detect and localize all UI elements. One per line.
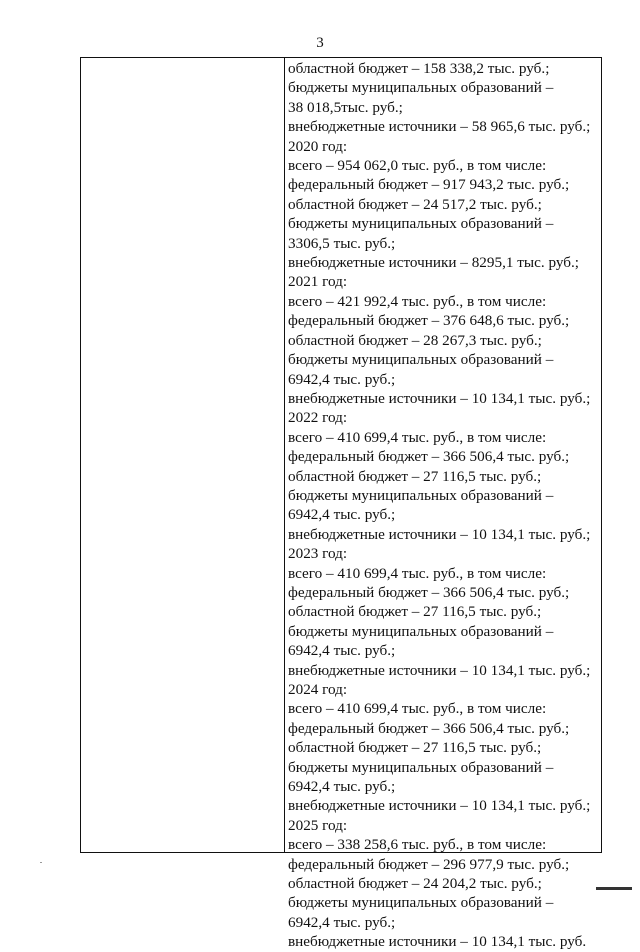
funding-line: внебюджетные источники – 58 965,6 тыс. руб.;: [288, 118, 591, 136]
funding-line: всего – 410 699,4 тыс. руб., в том числе:: [288, 700, 547, 718]
funding-line: всего – 421 992,4 тыс. руб., в том числе:: [288, 292, 547, 310]
funding-line: 2024 год:: [288, 681, 348, 698]
funding-line: 2020 год:: [288, 137, 348, 155]
scan-mark: [40, 862, 42, 863]
funding-line: федеральный бюджет – 366 506,4 тыс. руб.;: [288, 583, 570, 601]
funding-line: внебюджетные источники – 10 134,1 тыс. руб.: [288, 933, 587, 951]
funding-line: бюджеты муниципальных образований –: [288, 79, 554, 97]
funding-line: всего – 954 062,0 тыс. руб., в том числе:: [288, 157, 547, 175]
funding-line: бюджеты муниципальных образований –: [288, 215, 554, 233]
funding-line: всего – 410 699,4 тыс. руб., в том числе:: [288, 428, 547, 446]
funding-line: 6942,4 тыс. руб.;: [288, 506, 396, 524]
funding-line: 38 018,5тыс. руб.;: [288, 98, 403, 116]
funding-line: бюджеты муниципальных образований –: [288, 622, 554, 640]
funding-line: федеральный бюджет – 376 648,6 тыс. руб.;: [288, 312, 570, 330]
funding-table: [80, 57, 602, 951]
funding-line: бюджеты муниципальных образований –: [288, 351, 554, 369]
funding-line: федеральный бюджет – 366 506,4 тыс. руб.;: [288, 719, 570, 737]
funding-line: федеральный бюджет – 366 506,4 тыс. руб.;: [288, 448, 570, 466]
funding-line: 6942,4 тыс. руб.;: [288, 642, 396, 660]
funding-line: федеральный бюджет – 917 943,2 тыс. руб.;: [288, 176, 570, 194]
funding-line: 2021 год:: [288, 273, 348, 291]
funding-line: областной бюджет – 27 116,5 тыс. руб.;: [288, 603, 542, 621]
funding-line: всего – 338 258,6 тыс. руб., в том числе:: [288, 836, 547, 854]
funding-line: 6942,4 тыс. руб.;: [288, 913, 396, 931]
funding-line: внебюджетные источники – 10 134,1 тыс. руб.;: [288, 797, 591, 815]
funding-line: внебюджетные источники – 10 134,1 тыс. руб.;: [288, 525, 591, 543]
funding-line: 6942,4 тыс. руб.;: [288, 778, 396, 796]
funding-line: всего – 410 699,4 тыс. руб., в том числе:: [288, 564, 547, 582]
funding-line: бюджеты муниципальных образований –: [288, 894, 554, 912]
funding-line: 2023 год:: [288, 545, 348, 563]
funding-line: областной бюджет – 27 116,5 тыс. руб.;: [288, 739, 542, 757]
funding-line: федеральный бюджет – 296 977,9 тыс. руб.;: [288, 855, 570, 873]
funding-line: областной бюджет – 158 338,2 тыс. руб.;: [288, 60, 550, 77]
column-divider: [284, 58, 285, 852]
funding-line: областной бюджет – 24 204,2 тыс. руб.;: [288, 875, 542, 893]
funding-line: областной бюджет – 28 267,3 тыс. руб.;: [288, 331, 542, 349]
funding-line: 2025 год:: [288, 816, 348, 834]
funding-line: областной бюджет – 27 116,5 тыс. руб.;: [288, 467, 542, 485]
funding-line: бюджеты муниципальных образований –: [288, 486, 554, 504]
funding-line: областной бюджет – 24 517,2 тыс. руб.;: [288, 195, 542, 213]
page-number: 3: [316, 35, 324, 51]
funding-line: внебюджетные источники – 10 134,1 тыс. руб.;: [288, 661, 591, 679]
funding-line: внебюджетные источники – 10 134,1 тыс. руб.;: [288, 389, 591, 407]
funding-line: 2022 год:: [288, 409, 348, 427]
table-right-cell: [288, 59, 600, 951]
table-left-cell: [81, 58, 284, 852]
funding-line: 6942,4 тыс. руб.;: [288, 370, 396, 388]
funding-line: бюджеты муниципальных образований –: [288, 758, 554, 776]
corner-scan-mark: [596, 887, 632, 890]
funding-line: внебюджетные источники – 8295,1 тыс. руб.;: [288, 254, 579, 272]
funding-line: 3306,5 тыс. руб.;: [288, 234, 396, 252]
